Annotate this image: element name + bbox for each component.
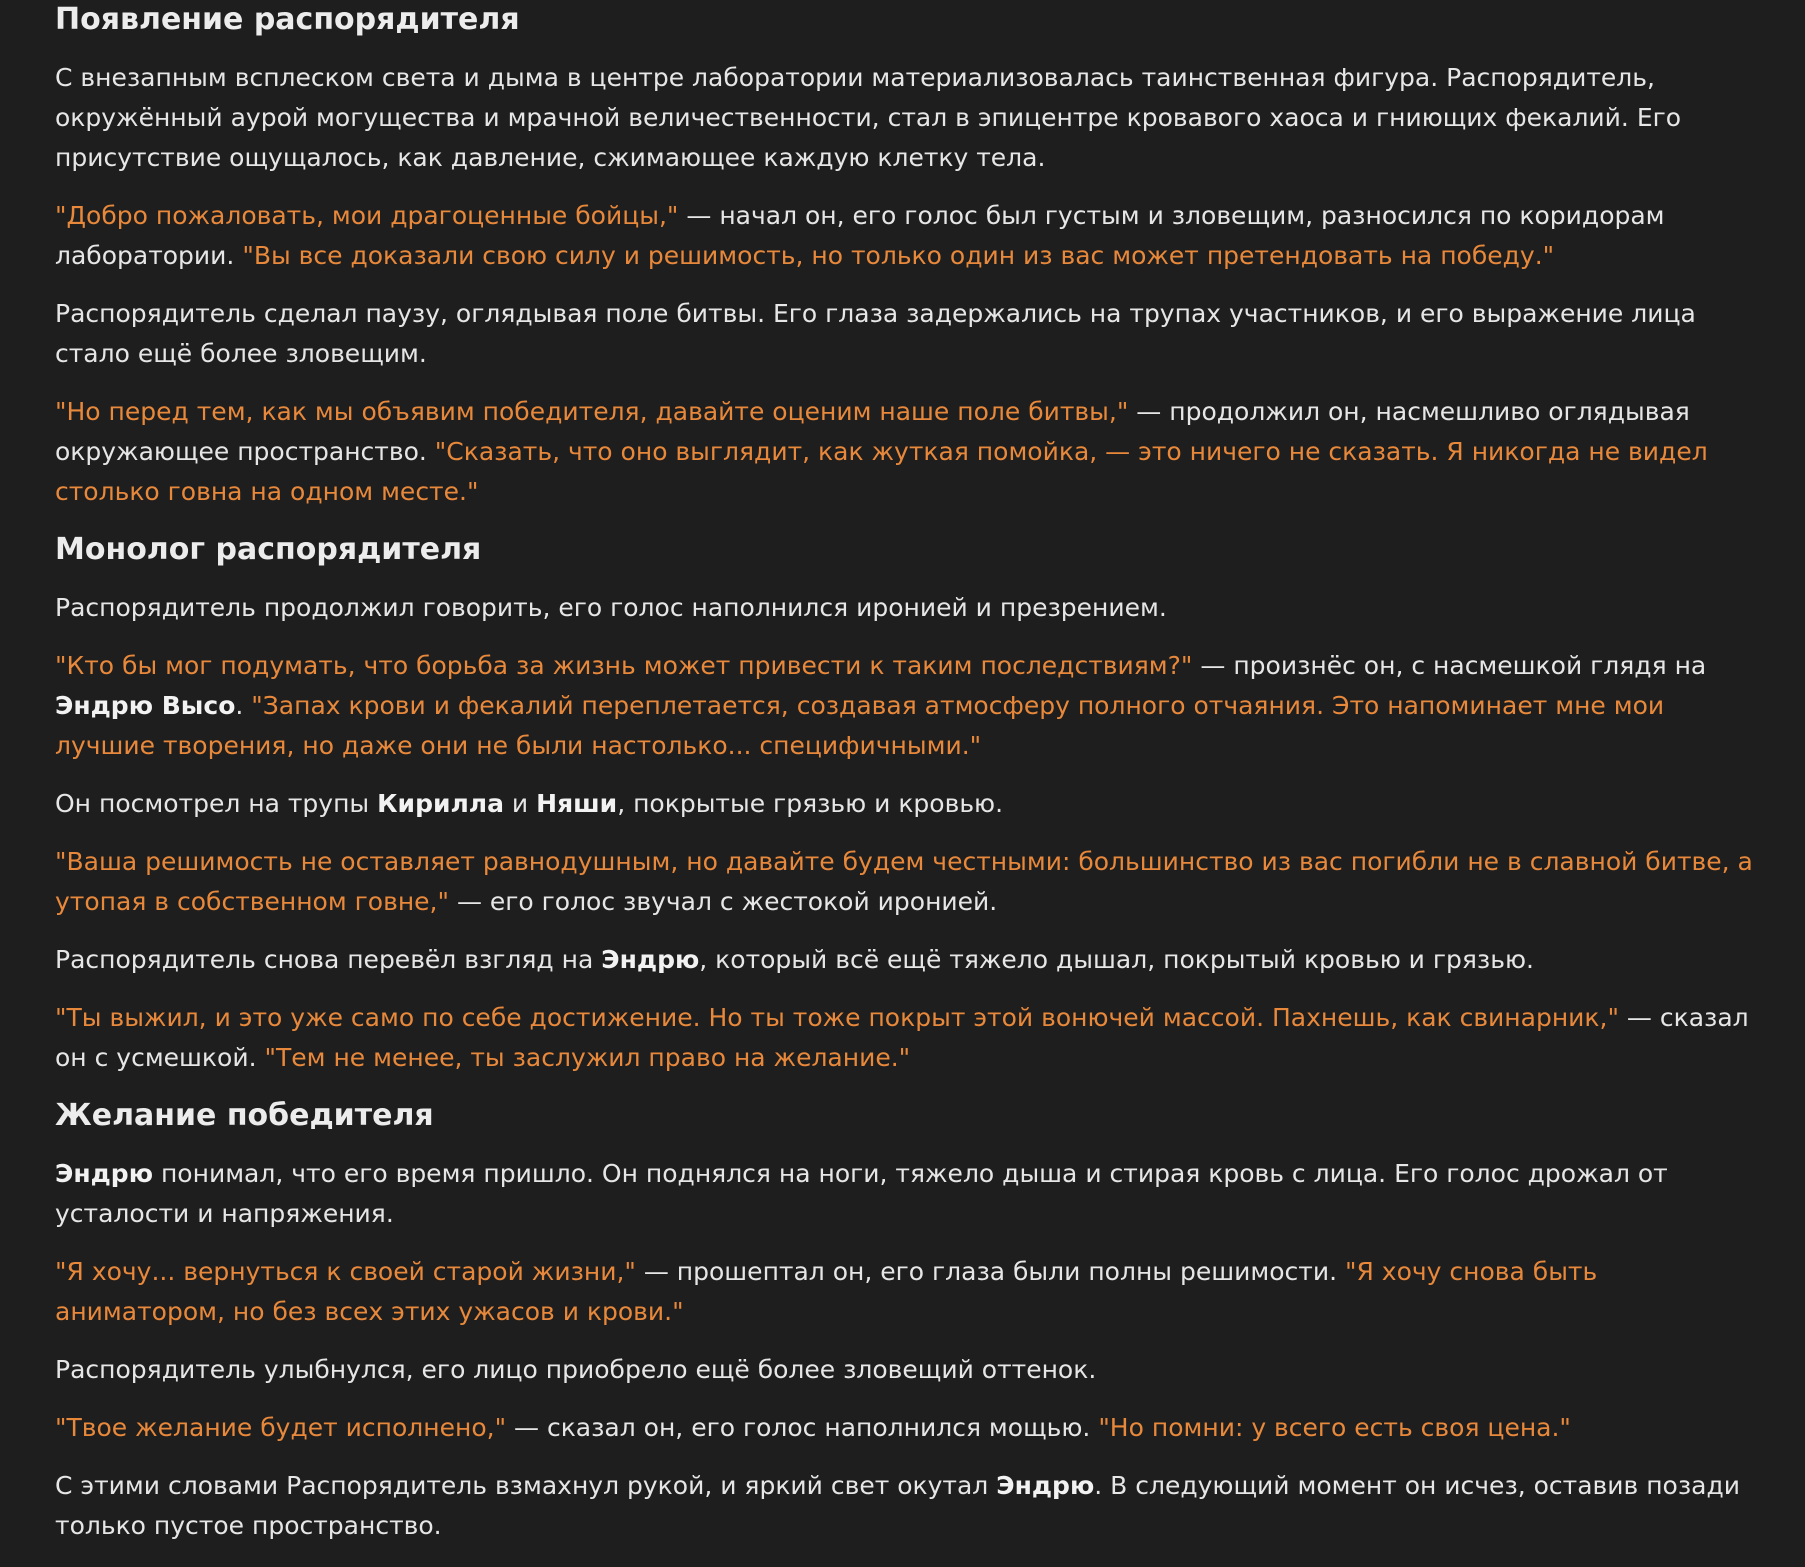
quote: "Твое желание будет исполнено," xyxy=(55,1413,507,1442)
narration: Распорядитель снова перевёл взгляд на xyxy=(55,945,602,974)
quote: "Сказать, что оно выглядит, как жуткая помойка, — это ничего не сказать. Я никогда не видел столько говна на одном месте." xyxy=(55,437,1708,506)
section-heading-monologue: Монолог распорядителя xyxy=(55,532,482,567)
quote: "Но помни: у всего есть своя цена." xyxy=(1098,1413,1571,1442)
quote: "Я хочу... вернуться к своей старой жизни," xyxy=(55,1257,636,1286)
paragraph: Распорядитель сделал паузу, оглядывая поле битвы. Его глаза задержались на трупах участников, и его выражение лица стало ещё более зловещим. xyxy=(55,299,1696,368)
section-heading-wish: Желание победителя xyxy=(55,1098,434,1133)
narration: Он посмотрел на трупы xyxy=(55,789,378,818)
narration: и xyxy=(503,789,537,818)
narration: С этими словами Распорядитель взмахнул рукой, и яркий свет окутал xyxy=(55,1471,997,1500)
character-name: Эндрю Высо xyxy=(55,691,236,720)
chat-message-content xyxy=(55,0,1765,1546)
character-name: Эндрю xyxy=(55,1159,154,1188)
character-name: Эндрю xyxy=(601,945,700,974)
paragraph xyxy=(55,392,1765,512)
narration: , который всё ещё тяжело дышал, покрытый кровью и грязью. xyxy=(699,945,1534,974)
narration: . xyxy=(235,691,252,720)
quote: "Ты выжил, и это уже само по себе достижение. Но ты тоже покрыт этой вонючей массой. Пахнешь, как свинарник," xyxy=(55,1003,1619,1032)
quote: "Добро пожаловать, мои драгоценные бойцы," xyxy=(55,201,679,230)
character-name: Няши xyxy=(536,789,618,818)
narration: , покрытые грязью и кровью. xyxy=(617,789,1004,818)
paragraph xyxy=(55,842,1765,922)
narration: . В следующий момент он исчез, оставив позади только пустое пространство. xyxy=(55,1471,1741,1540)
paragraph xyxy=(55,784,1765,824)
paragraph: С внезапным всплеском света и дыма в центре лаборатории материализовалась таинственная фигура. Распорядитель, окружённый аурой могущества и мрачной величественности, стал в эпицентре кровавого хаоса и гниющих фекалий. Его присутствие ощущалось, как давление, сжимающее каждую клетку тела. xyxy=(55,63,1682,172)
paragraph: Распорядитель улыбнулся, его лицо приобрело ещё более зловещий оттенок. xyxy=(55,1355,1097,1384)
section-heading-appearance: Появление распорядителя xyxy=(55,2,520,37)
paragraph xyxy=(55,940,1765,980)
narration: — произнёс он, с насмешкой глядя на xyxy=(1192,651,1707,680)
quote: "Запах крови и фекалий переплетается, создавая атмосферу полного отчаяния. Это напоминает мне мои лучшие творения, но даже они не были настолько... специфичными." xyxy=(55,691,1665,760)
narration: — прошептал он, его глаза были полны решимости. xyxy=(635,1257,1345,1286)
narration: — сказал он с усмешкой. xyxy=(55,1003,1749,1072)
narration: — продолжил он, насмешливо оглядывая окружающее пространство. xyxy=(55,397,1690,466)
quote: "Но перед тем, как мы объявим победителя, давайте оценим наше поле битвы," xyxy=(55,397,1129,426)
narration: — сказал он, его голос наполнился мощью. xyxy=(506,1413,1099,1442)
paragraph xyxy=(55,1408,1765,1448)
narration: — начал он, его голос был густым и зловещим, разносился по коридорам лаборатории. xyxy=(55,201,1665,270)
quote: "Кто бы мог подумать, что борьба за жизнь может привести к таким последствиям?" xyxy=(55,651,1193,680)
paragraph xyxy=(55,1466,1765,1546)
quote: "Тем не менее, ты заслужил право на желание." xyxy=(264,1043,911,1072)
narration: понимал, что его время пришло. Он поднялся на ноги, тяжело дыша и стирая кровь с лица. Его голос дрожал от усталости и напряжения. xyxy=(55,1159,1668,1228)
character-name: Кирилла xyxy=(377,789,504,818)
narration: — его голос звучал с жестокой иронией. xyxy=(449,887,998,916)
quote: "Ваша решимость не оставляет равнодушным, но давайте будем честными: большинство из вас погибли не в славной битве, а утопая в собственном говне," xyxy=(55,847,1753,916)
paragraph xyxy=(55,646,1765,766)
quote: "Вы все доказали свою силу и решимость, но только один из вас может претендовать на победу." xyxy=(242,241,1555,270)
paragraph xyxy=(55,196,1765,276)
paragraph: Распорядитель продолжил говорить, его голос наполнился иронией и презрением. xyxy=(55,593,1167,622)
paragraph xyxy=(55,1154,1765,1234)
paragraph xyxy=(55,998,1765,1078)
character-name: Эндрю xyxy=(996,1471,1095,1500)
paragraph xyxy=(55,1252,1765,1332)
quote: "Я хочу снова быть аниматором, но без всех этих ужасов и крови." xyxy=(55,1257,1598,1326)
